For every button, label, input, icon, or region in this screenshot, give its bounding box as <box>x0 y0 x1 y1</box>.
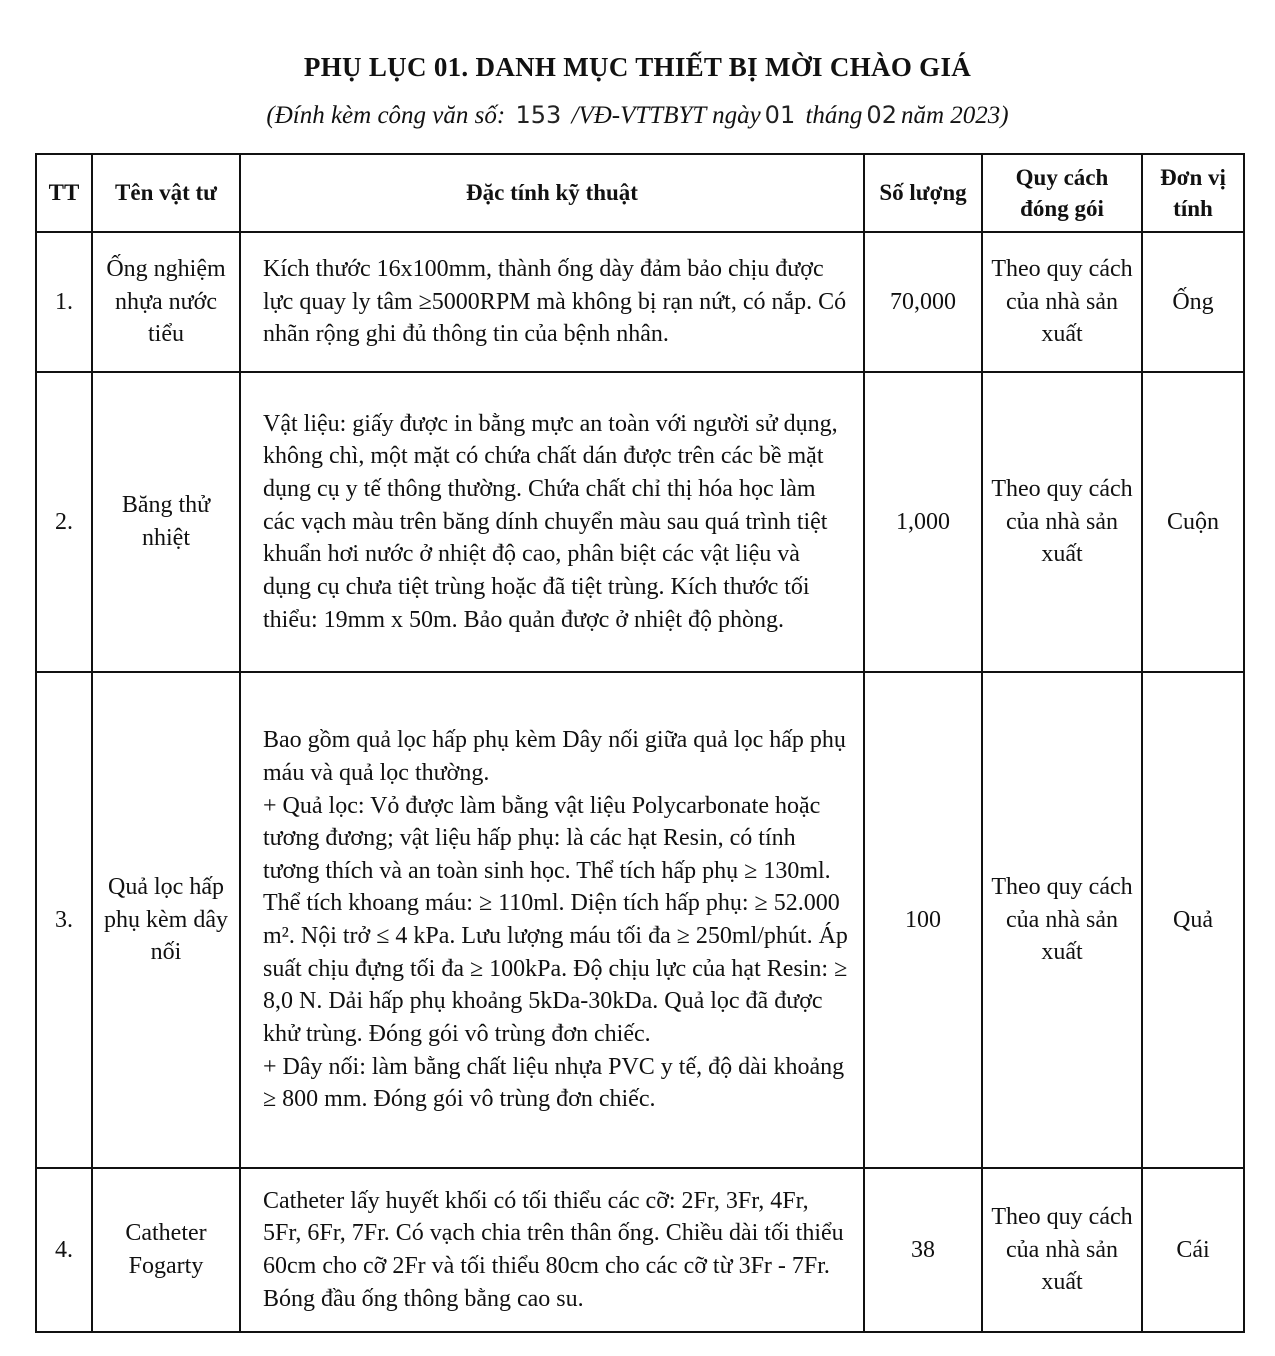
cell-name: Quả lọc hấp phụ kèm dây nối <box>92 672 240 1168</box>
cell-name: Catheter Fogarty <box>92 1168 240 1332</box>
cell-packing: Theo quy cách của nhà sản xuất <box>982 672 1142 1168</box>
header-qty: Số lượng <box>864 154 982 232</box>
cell-unit: Ống <box>1142 232 1244 372</box>
cell-qty: 100 <box>864 672 982 1168</box>
cell-tt: 4. <box>36 1168 92 1332</box>
table-row <box>36 1168 1244 1332</box>
table-row <box>36 372 1244 672</box>
cell-packing: Theo quy cách của nhà sản xuất <box>982 372 1142 672</box>
document-title: PHỤ LỤC 01. DANH MỤC THIẾT BỊ MỜI CHÀO GIÁ <box>303 52 972 82</box>
cell-tt: 3. <box>36 672 92 1168</box>
document-subtitle <box>0 101 1275 130</box>
header-name: Tên vật tư <box>92 154 240 232</box>
table-row <box>36 232 1244 372</box>
subtitle-middle: /VĐ-VTTBYT ngày <box>571 102 761 129</box>
cell-qty: 38 <box>864 1168 982 1332</box>
cell-tt: 1. <box>36 232 92 372</box>
cell-packing: Theo quy cách của nhà sản xuất <box>982 1168 1142 1332</box>
header-packing: Quy cách đóng gói <box>982 154 1142 232</box>
subtitle-prefix: (Đính kèm công văn số: <box>266 102 506 129</box>
header-tt: TT <box>36 154 92 232</box>
cell-name: Băng thử nhiệt <box>92 372 240 672</box>
cell-qty: 70,000 <box>864 232 982 372</box>
cell-name: Ống nghiệm nhựa nước tiểu <box>92 232 240 372</box>
handwritten-month: 02 <box>866 101 897 129</box>
spec-paragraph: + Quả lọc: Vỏ được làm bằng vật liệu Polycarbonate hoặc tương đương; vật liệu hấp phụ: là các hạt Resin, có tính tương thích và an toàn sinh học. Thể tích hấp phụ ≥ 130ml. Thể tích khoang máu: ≥ 110ml. Diện tích hấp phụ: ≥ 52.000 m². Nội trở ≤ 4 kPa. Lưu lượng máu tối đa ≥ 250ml/phút. Áp suất chịu đựng tối đa ≥ 100kPa. Độ chịu lực của hạt Resin: ≥ 8,0 N. Dải hấp phụ khoảng 5kDa-30kDa. Quả lọc đã được khử trùng. Đóng gói vô trùng đơn chiếc. <box>263 792 848 1047</box>
cell-unit: Quả <box>1142 672 1244 1168</box>
table-header-row <box>36 154 1244 232</box>
table-row <box>36 672 1244 1168</box>
spec-paragraph: Bao gồm quả lọc hấp phụ kèm Dây nối giữa quả lọc hấp phụ máu và quả lọc thường. <box>263 727 846 786</box>
cell-qty: 1,000 <box>864 372 982 672</box>
cell-tt: 2. <box>36 372 92 672</box>
cell-unit: Cái <box>1142 1168 1244 1332</box>
header-unit: Đơn vị tính <box>1142 154 1244 232</box>
header-spec: Đặc tính kỹ thuật <box>240 154 864 232</box>
handwritten-doc-number: 153 <box>515 101 562 129</box>
spec-paragraph: + Dây nối: làm bằng chất liệu nhựa PVC y tế, độ dài khoảng ≥ 800 mm. Đóng gói vô trùng đơn chiếc. <box>263 1053 845 1113</box>
cell-spec <box>240 672 864 1168</box>
handwritten-day: 01 <box>764 101 796 129</box>
cell-packing: Theo quy cách của nhà sản xuất <box>982 232 1142 372</box>
subtitle-month-word: tháng <box>805 102 863 129</box>
equipment-table <box>35 153 1245 1333</box>
subtitle-year: năm 2023) <box>900 102 1009 129</box>
cell-spec: Vật liệu: giấy được in bằng mực an toàn với người sử dụng, không chì, một mặt có chứa chất dán được trên các bề mặt dụng cụ y tế thông thường. Chứa chất chỉ thị hóa học làm các vạch màu trên băng dính chuyển màu sau quá trình tiệt khuẩn hơi nước ở nhiệt độ cao, phân biệt các vật liệu và dụng cụ chưa tiệt trùng hoặc đã tiệt trùng. Kích thước tối thiểu: 19mm x 50m. Bảo quản được ở nhiệt độ phòng. <box>240 372 864 672</box>
cell-spec: Catheter lấy huyết khối có tối thiểu các cỡ: 2Fr, 3Fr, 4Fr, 5Fr, 6Fr, 7Fr. Có vạch chia trên thân ống. Chiều dài tối thiểu 60cm cho cỡ 2Fr và tối thiểu 80cm cho các cỡ từ 3Fr - 7Fr. Bóng đầu ống thông bằng cao su. <box>240 1168 864 1332</box>
cell-spec: Kích thước 16x100mm, thành ống dày đảm bảo chịu được lực quay ly tâm ≥5000RPM mà không bị rạn nứt, có nắp. Có nhãn rộng ghi đủ thông tin của bệnh nhân. <box>240 232 864 372</box>
cell-unit: Cuộn <box>1142 372 1244 672</box>
